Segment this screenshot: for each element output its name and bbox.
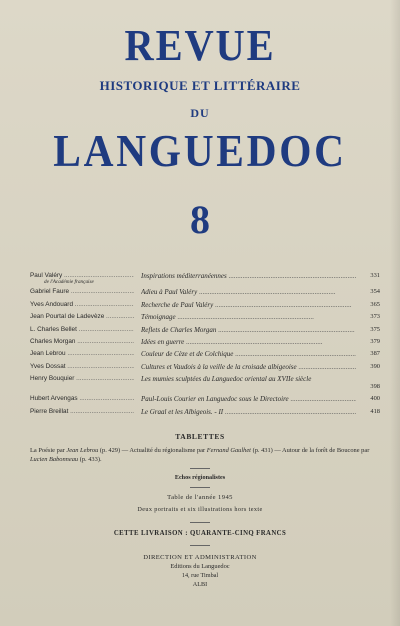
- masthead-languedoc: LANGUEDOC: [53, 125, 347, 176]
- toc-row: [30, 406, 380, 418]
- issue-number: 8: [190, 197, 210, 242]
- portraits-note: Deux portraits et six illustrations hors texte: [137, 506, 263, 513]
- tablettes-author: Jean Lebrou: [66, 447, 99, 454]
- tablettes-text-part: La Poésie par: [30, 447, 65, 454]
- toc-row: [30, 348, 380, 360]
- toc-author-subtitle: de l'Académie française: [44, 279, 94, 285]
- tablettes-author: Lucien Babonneau: [30, 456, 79, 463]
- table-of-contents: [30, 270, 380, 418]
- tablettes-text-part: (p. 431) — Autour de la forêt de Boucone par: [252, 447, 370, 454]
- tablettes-text: [30, 446, 374, 464]
- divider: [190, 468, 210, 469]
- toc-author: Gabriel Faure .....: [30, 286, 134, 298]
- page-edge-shadow: [390, 0, 400, 626]
- toc-row: [30, 311, 380, 323]
- toc-page: 331: [370, 272, 380, 279]
- table-annee: Table de l'année 1945: [167, 494, 233, 501]
- direction-administration: DIRECTION ET ADMINISTRATION: [143, 554, 257, 561]
- publisher-address: 14, rue Timbal: [181, 572, 219, 579]
- toc-title: Le Graal et les Albigeois. - II .....: [141, 406, 356, 418]
- toc-title: Adieu à Paul Valéry .....: [141, 286, 356, 298]
- divider: [190, 545, 210, 546]
- toc-title: Les mumies sculptées du Languedoc oriental au XVIIe siècle: [141, 375, 312, 384]
- toc-page: 365: [370, 300, 380, 308]
- tablettes-author: Fernand Gaulhet: [206, 447, 251, 454]
- toc-title: Inspirations méditerranéennes .....: [141, 270, 356, 282]
- echos-regionalistes: Echos régionalistes: [174, 474, 226, 481]
- divider: [190, 487, 210, 488]
- masthead-du: DU: [190, 106, 210, 120]
- toc-title: Cultures et Vaudois à la veille de la croisade albigeoise .....: [141, 361, 356, 373]
- toc-page: 418: [370, 407, 380, 415]
- toc-title: Témoignage .....: [141, 311, 356, 323]
- toc-row: [30, 373, 380, 393]
- tablettes-text-part: (p. 433).: [79, 456, 102, 463]
- toc-row: [30, 336, 380, 348]
- toc-author: Charles Morgan .....: [30, 336, 134, 348]
- toc-author: Paul Valéry .....: [30, 270, 134, 282]
- toc-author: Jean Pourtal de Ladevèze .....: [30, 311, 134, 323]
- toc-page: 400: [370, 395, 380, 403]
- toc-page: 398: [370, 383, 380, 391]
- toc-row: [30, 286, 380, 298]
- toc-page: 390: [370, 362, 380, 370]
- divider: [190, 522, 210, 523]
- toc-author: Yves Dossat .....: [30, 361, 134, 373]
- toc-title: Idées en guerre .....: [141, 336, 356, 348]
- toc-page: 373: [370, 313, 380, 321]
- toc-row: [30, 361, 380, 373]
- masthead-subtitle: HISTORIQUE ET LITTÉRAIRE: [99, 78, 301, 93]
- tablettes-text-part: (p. 429) — Actualité du régionalisme par: [99, 447, 206, 454]
- toc-author: Hubert Arvengas .....: [30, 393, 134, 405]
- price-line: CETTE LIVRAISON : QUARANTE-CINQ FRANCS: [113, 530, 287, 537]
- publisher-city: ALBI: [192, 581, 208, 588]
- masthead-revue: REVUE: [124, 21, 276, 70]
- toc-title: Couleur de Cèze et de Colchique .....: [141, 348, 356, 360]
- toc-row: [30, 270, 380, 285]
- toc-author: Pierre Breillat .....: [30, 406, 134, 418]
- toc-page: 387: [370, 350, 380, 358]
- toc-page: 375: [370, 325, 380, 333]
- toc-row: [30, 299, 380, 311]
- toc-author: L. Charles Bellet .....: [30, 324, 134, 336]
- toc-title: Paul-Louis Courier en Languedoc sous le Directoire .....: [141, 393, 356, 405]
- toc-page: 354: [370, 288, 380, 296]
- toc-author: Jean Lebrou .....: [30, 348, 134, 360]
- publisher-name: Editions du Languedoc: [170, 563, 230, 570]
- toc-author: Yves Andouard .....: [30, 299, 134, 311]
- toc-row: [30, 393, 380, 405]
- tablettes-heading: TABLETTES: [175, 432, 225, 441]
- toc-title: Reflets de Charles Morgan .....: [141, 324, 356, 336]
- toc-title: Recherche de Paul Valéry .....: [141, 299, 356, 311]
- toc-page: 379: [370, 337, 380, 345]
- toc-row: [30, 324, 380, 336]
- toc-author: Henry Bouquier .....: [30, 373, 134, 385]
